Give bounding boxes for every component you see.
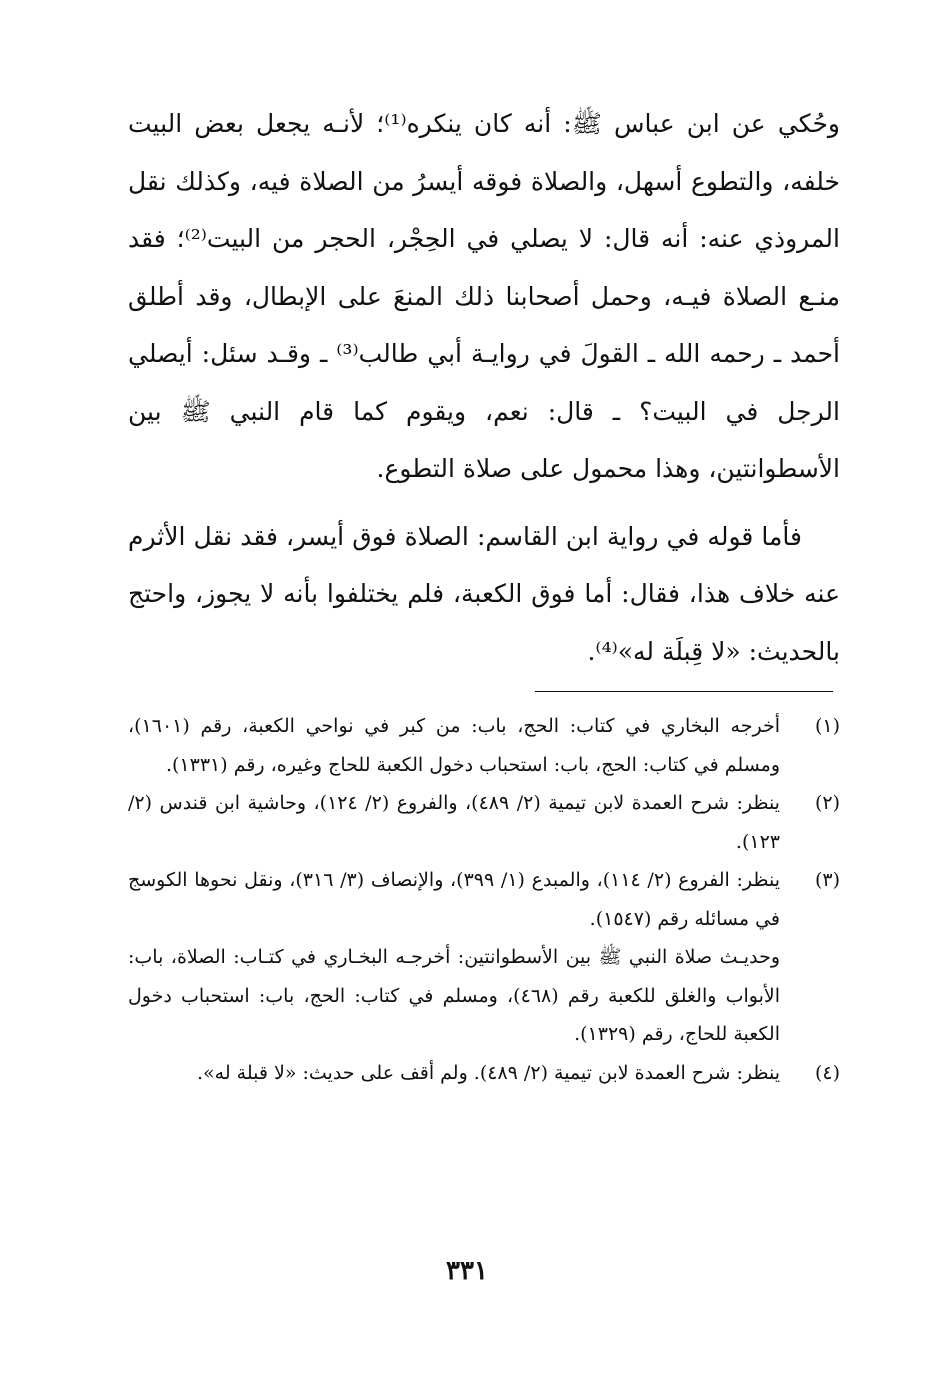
footnote-text: ينظر: شرح العمدة لابن تيمية (٢/ ٤٨٩). ولم أقف على حديث: «لا قبلة له». — [196, 1061, 780, 1084]
footnote — [128, 784, 840, 861]
main-text — [128, 95, 840, 680]
footnote-text: ينظر: شرح العمدة لابن تيمية (٢/ ٤٨٩)، والفروع (٢/ ١٢٤)، وحاشية ابن قندس (٢/ ١٢٣). — [128, 792, 780, 853]
footnote — [128, 861, 840, 938]
footnote-text: ينظر: الفروع (٢/ ١١٤)، والمبدع (١/ ٣٩٩)، والإنصاف (٣/ ٣١٦)، ونقل نحوها الكوسج في مسائله رقم (١٥٤٧). — [128, 869, 780, 930]
footnote-number: (٣) — [814, 869, 840, 891]
paragraph: فأما قوله في رواية ابن القاسم: الصلاة فوق أيسر، فقد نقل الأثرم عنه خلاف هذا، فقال: أما فوق الكعبة، فلم يختلفوا بأنه لا يجوز، واحتج بالحديث: «لا قِبلَة له»⁽⁴⁾. — [128, 521, 840, 666]
footnote-number: (١) — [814, 715, 840, 737]
footnote-number: (٢) — [814, 792, 840, 814]
page-number: ٣٣١ — [446, 1256, 488, 1286]
footnote — [128, 1054, 840, 1093]
footnote — [128, 707, 840, 784]
footnote-number: (٤) — [814, 1061, 840, 1084]
footnotes — [128, 707, 840, 1092]
paragraph: وحُكي عن ابن عباس ﷺ: أنه كان ينكره⁽¹⁾؛ لأنـه يجعل بعض البيت خلفه، والتطوع أسهل، والصلاة فوقه أيسرُ من الصلاة فيه، وكذلك نقل المروذي عنه: أنه قال: لا يصلي في الحِجْر، الحجر من البيت⁽²⁾؛ فقد منـع الصلاة فيـه، وحمل أصحابنا ذلك المنعَ على الإبطال، وقد أطلق أحمد ـ رحمه الله ـ القولَ في روايـة أبي طالب⁽³⁾ ـ وقـد سئل: أيصلي الرجل في البيت؟ ـ قال: نعم، ويقوم كما قام النبي ﷺ بين الأسطوانتين، وهذا محمول على صلاة التطوع. — [128, 109, 840, 483]
footnote-divider — [535, 691, 833, 692]
footnote-continuation: وحديـث صلاة النبي ﷺ بين الأسطوانتين: أخرجـه البخـاري في كتـاب: الصلاة، باب: الأبواب والغلق للكعبة رقم (٤٦٨)، ومسلم في كتاب: الحج، باب: استحباب دخول الكعبة للحاج، رقم (١٣٢٩). — [128, 946, 780, 1045]
footnote-text: أخرجه البخاري في كتاب: الحج، باب: من كبر في نواحي الكعبة، رقم (١٦٠١)، ومسلم في كتاب: الحج، باب: استحباب دخول الكعبة للحاج وغيره، رقم (١٣٣١). — [128, 715, 780, 776]
